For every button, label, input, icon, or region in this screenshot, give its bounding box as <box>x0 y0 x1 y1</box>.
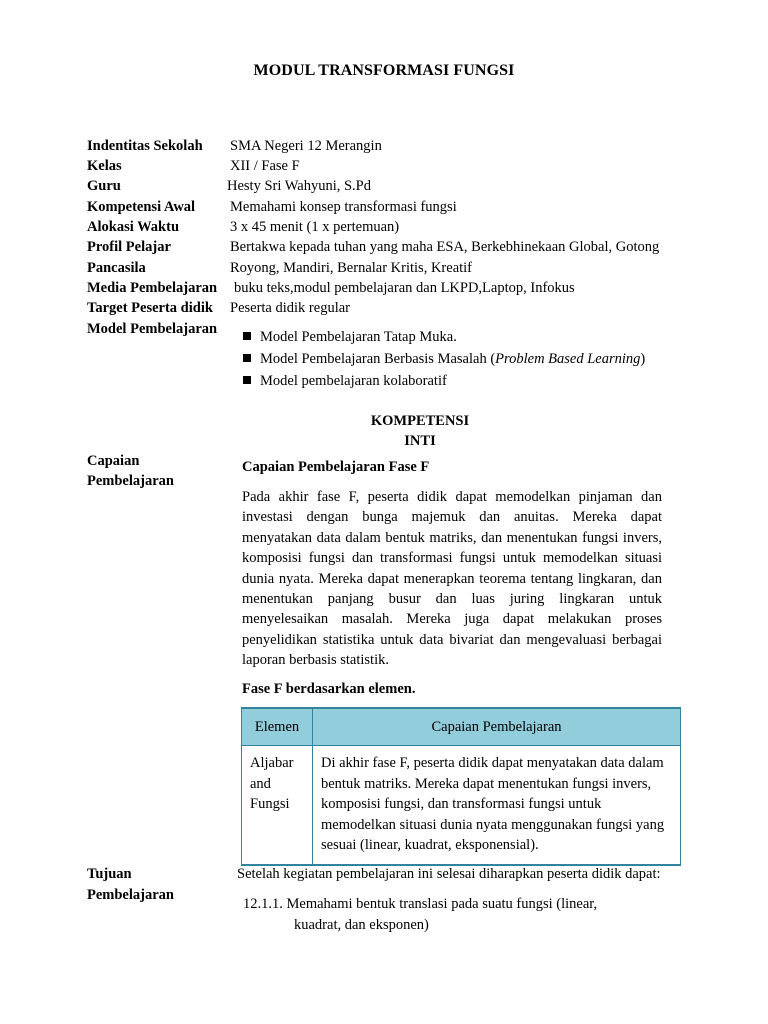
label-pembelajaran: Pembelajaran <box>87 473 174 489</box>
table-cell-capaian: Di akhir fase F, peserta didik dapat menyatakan data dalam bentuk matriks. Mereka dapat menentukan fungsi invers, komposisi fungsi, dan transformasi fungsi untuk memodelkan situasi dunia nyata menggunakan fungsi yang sesuai (linear, kuadrat, eksponensial). <box>313 746 681 865</box>
label-profil-pelajar: Profil Pelajar <box>87 239 171 255</box>
list-item: Model Pembelajaran Berbasis Masalah (Problem Based Learning) <box>243 348 645 370</box>
list-item: Model pembelajaran kolaboratif <box>243 370 645 392</box>
list-item: 12.1.1. Memahami bentuk translasi pada suatu fungsi (linear, kuadrat, dan eksponen) <box>243 896 598 933</box>
label-kompetensi-awal: Kompetensi Awal <box>87 199 196 215</box>
label-target-peserta-didik: Target Peserta didik <box>87 300 213 316</box>
capaian-paragraph: Pada akhir fase F, peserta didik dapat memodelkan pinjaman dan investasi dengan bunga majemuk dan anuitas. Mereka dapat menyatakan data dalam bentuk matriks, dan menentukan fungsi invers, komposisi fungsi dan transformasi fungsi untuk memodelkan situasi dunia nyata. Mereka dapat menerapkan teorema tentang lingkaran, dan menentukan panjang busur dan luas juring lingkaran untuk menyelesaikan masalah. Mereka juga dapat melakukan proses penyelidikan statistika untuk data bivariat dan mengevaluasi berbagai laporan berbasis statistik. <box>242 489 662 669</box>
model-pembelajaran-list <box>243 326 645 392</box>
value-guru: Hesty Sri Wahyuni, S.Pd <box>227 178 371 194</box>
value-target-peserta-didik: Peserta didik regular <box>230 300 350 316</box>
table-header-capaian: Capaian Pembelajaran <box>313 708 681 746</box>
capaian-heading: Capaian Pembelajaran Fase F <box>242 459 430 475</box>
section-heading-kompetensi-inti: KOMPETENSI INTI <box>370 413 470 449</box>
value-media-pembelajaran: buku teks,modul pembelajaran dan LKPD,Laptop, Infokus <box>234 280 575 296</box>
value-profil-pelajar-line2: Royong, Mandiri, Bernalar Kritis, Kreatif <box>230 260 473 276</box>
label-capaian: Capaian <box>87 453 140 469</box>
fase-f-heading: Fase F berdasarkan elemen. <box>242 681 416 697</box>
label-model-pembelajaran: Model Pembelajaran <box>87 321 218 337</box>
capaian-table <box>241 707 681 866</box>
value-alokasi-waktu: 3 x 45 menit (1 x pertemuan) <box>230 219 400 235</box>
value-profil-pelajar-line1: Bertakwa kepada tuhan yang maha ESA, Berkebhinekaan Global, Gotong <box>230 239 660 255</box>
document-title: MODUL TRANSFORMASI FUNGSI <box>253 62 515 79</box>
label-kelas: Kelas <box>87 158 122 174</box>
table-header-elemen: Elemen <box>242 708 313 746</box>
list-item: Model Pembelajaran Tatap Muka. <box>243 326 645 348</box>
square-bullet-icon <box>243 332 251 340</box>
value-identitas-sekolah: SMA Negeri 12 Merangin <box>230 138 382 154</box>
label-tujuan-pembelajaran: Pembelajaran <box>87 887 174 903</box>
square-bullet-icon <box>243 354 251 362</box>
label-tujuan: Tujuan <box>87 866 132 882</box>
label-media-pembelajaran: Media Pembelajaran <box>87 280 218 296</box>
label-guru: Guru <box>87 178 121 194</box>
label-alokasi-waktu: Alokasi Waktu <box>87 219 180 235</box>
label-pancasila: Pancasila <box>87 260 146 276</box>
tujuan-intro: Setelah kegiatan pembelajaran ini selesai diharapkan peserta didik dapat: <box>237 866 661 882</box>
table-header-row <box>242 708 681 746</box>
square-bullet-icon <box>243 376 251 384</box>
table-cell-elemen: Aljabar and Fungsi <box>242 746 313 865</box>
value-kompetensi-awal: Memahami konsep transformasi fungsi <box>230 199 457 215</box>
table-row <box>242 746 681 865</box>
value-kelas: XII / Fase F <box>230 158 300 174</box>
label-identitas-sekolah: Indentitas Sekolah <box>87 138 203 154</box>
